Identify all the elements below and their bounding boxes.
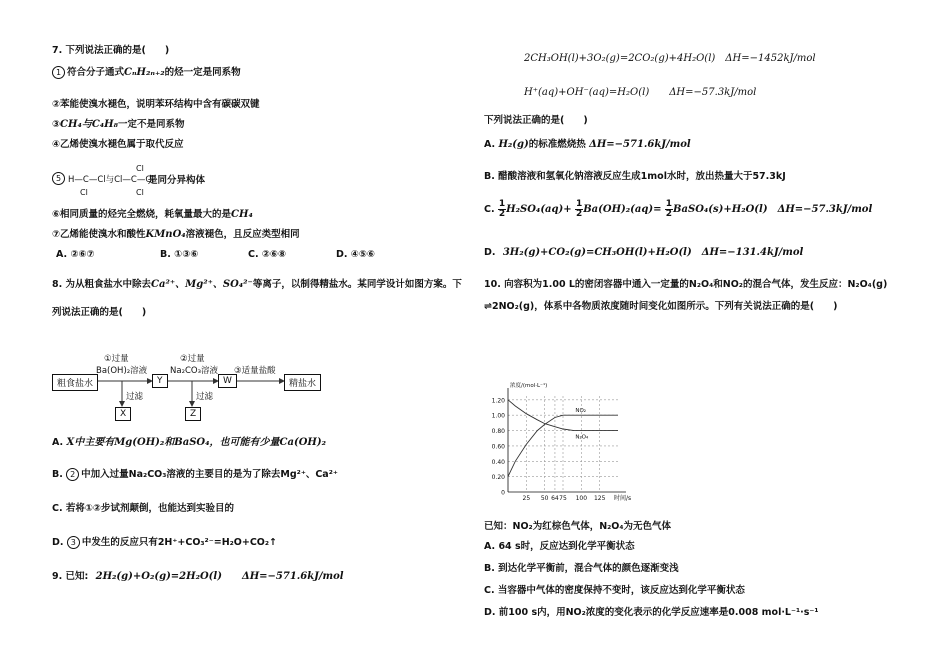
q7-statement-7: ⑦乙烯能使溴水和酸性KMnO₄溶液褪色，且反应类型相同 — [52, 229, 300, 240]
flow-filter-1: 过滤 — [126, 392, 144, 402]
q7-statement-6: ⑥相同质量的烃完全燃烧，耗氧量最大的是CH₄ — [52, 209, 253, 220]
flow-step2-b: Na₂CO₃溶液 — [170, 366, 219, 376]
q7-statement-2: ②苯能使溴水褪色，说明苯环结构中含有碳碳双键 — [52, 99, 260, 110]
flow-step2-a: ②过量 — [180, 354, 205, 364]
struct-bottom-cl-2: Cl — [136, 188, 144, 197]
circled-1-icon: 1 — [52, 66, 65, 79]
half-fraction: $\frac{1}{2}$ — [665, 199, 673, 219]
q7-option-c[interactable]: C. ②⑥⑧ — [248, 249, 287, 260]
chart-x-tick-label: 75 — [559, 495, 567, 502]
half-fraction: $\frac{1}{2}$ — [498, 199, 506, 219]
flow-step1-b: Ba(OH)₂溶液 — [96, 366, 148, 376]
chart-x-tick-label: 25 — [522, 495, 531, 502]
q10-known: 已知：NO₂为红棕色气体，N₂O₄为无色气体 — [484, 521, 672, 532]
concentration-chart-svg — [486, 380, 636, 510]
chart-x-tick-label: 50 — [540, 495, 549, 502]
q10-option-d[interactable]: D. 前100 s内，用NO₂浓度的变化表示的化学反应速率是0.008 mol·L⁻¹·s⁻¹ — [484, 607, 819, 618]
q7-statement-1: 1 符合分子通式CₙH₂ₙ₊₂的烃一定是同系物 — [52, 66, 241, 79]
q10-option-c[interactable]: C. 当容器中气体的密度保持不变时，该反应达到化学平衡状态 — [484, 585, 745, 596]
chart-y-tick-label: 0 — [501, 489, 505, 497]
struct-top-cl: Cl — [136, 164, 144, 173]
q10-option-b[interactable]: B. 到达化学平衡前，混合气体的颜色逐渐变浅 — [484, 563, 679, 574]
q7-statement-3: ③CH₄与C₄H₈一定不是同系物 — [52, 119, 185, 130]
half-fraction: $\frac{1}{2}$ — [575, 199, 583, 219]
chart-series-label-0: NO₂ — [575, 408, 586, 415]
q7-option-b[interactable]: B. ①③⑥ — [160, 249, 199, 260]
flow-step3: ③适量盐酸 — [234, 366, 276, 376]
q9-option-b[interactable]: B. 醋酸溶液和氢氧化钠溶液反应生成1mol水时，放出热量大于57.3kJ — [484, 171, 786, 182]
q9-eq3: H⁺(aq)+OH⁻(aq)=H₂O(l) ΔH=−57.3kJ/mol — [524, 87, 757, 98]
q7-stem: 7. 下列说法正确的是( ) — [52, 45, 170, 56]
flow-box-crude-brine: 粗食盐水 — [52, 374, 98, 391]
struct-bottom-cl-1: Cl — [80, 188, 88, 197]
q9-option-c[interactable]: C. $\frac{1}{2}$ H₂SO₄(aq)+ $\frac{1}{2}$ Ba(OH)₂(aq)= $\frac{1}{2}$ BaSO₄(s)+H₂O(l) ΔH=−57.3kJ/mol — [484, 199, 873, 219]
q7-option-a[interactable]: A. ②⑥⑦ — [56, 249, 95, 260]
struct-label: 是同分异构体 — [148, 175, 206, 186]
flow-box-z: Z — [185, 407, 201, 421]
chart-y-tick-label: 0.80 — [491, 428, 505, 436]
flow-filter-2: 过滤 — [196, 392, 214, 402]
q8-flow-diagram — [52, 350, 352, 425]
circled-5-icon: 5 — [52, 172, 65, 185]
chart-y-tick-label: 1.00 — [491, 412, 505, 420]
circled-3-icon: 3 — [67, 536, 80, 549]
chart-x-axis-label: 时间/s — [614, 495, 632, 502]
q8-option-a[interactable]: A. X中主要有Mg(OH)₂和BaSO₄，也可能有少量Ca(OH)₂ — [52, 437, 326, 448]
chart-x-tick-label: 125 — [593, 495, 606, 502]
q10-option-a[interactable]: A. 64 s时，反应达到化学平衡状态 — [484, 541, 635, 552]
chart-x-tick-label: 64 — [551, 495, 559, 502]
q8-option-b[interactable]: B. 2 中加入过量Na₂CO₃溶液的主要目的是为了除去Mg²⁺、Ca²⁺ — [52, 469, 338, 480]
chart-y-tick-label: 0.20 — [491, 474, 505, 482]
q7-statement-4: ④乙烯使溴水褪色属于取代反应 — [52, 139, 184, 150]
q8-option-c[interactable]: C. 若将①②步试剂颠倒，也能达到实验目的 — [52, 503, 234, 514]
q9-option-a[interactable]: A. H₂(g)的标准燃烧热 ΔH=−571.6kJ/mol — [484, 139, 691, 150]
q9-eq2: 2CH₃OH(l)+3O₂(g)=2CO₂(g)+4H₂O(l) ΔH=−1452kJ/mol — [524, 53, 816, 64]
q8-stem-line2: 列说法正确的是( ) — [52, 307, 147, 318]
q10-chart — [486, 380, 636, 510]
flow-box-x: X — [115, 407, 131, 421]
q10-stem-line2: ⇌2NO₂(g)，体系中各物质浓度随时间变化如图所示。下列有关说法正确的是( ) — [484, 301, 838, 312]
q7-option-d[interactable]: D. ④⑤⑥ — [336, 249, 375, 260]
chart-series-label-1: N₂O₄ — [575, 434, 589, 441]
chart-x-tick-label: 100 — [575, 495, 588, 502]
q8-stem-line1: 8. 为从粗食盐水中除去Ca²⁺、Mg²⁺、SO₄²⁻等离子，以制得精盐水。某同学设计如图方案。下 — [52, 279, 462, 290]
q9-stem: 9. 已知: 2H₂(g)+O₂(g)=2H₂O(l) ΔH=−571.6kJ/mol — [52, 571, 344, 582]
q9-stem-right: 下列说法正确的是( ) — [484, 115, 588, 126]
q8-option-d[interactable]: D. 3 中发生的反应只有2H⁺+CO₃²⁻=H₂O+CO₂↑ — [52, 537, 278, 548]
chart-y-tick-label: 1.20 — [491, 397, 505, 405]
flow-box-y: Y — [152, 374, 168, 388]
flow-step1-a: ①过量 — [104, 354, 129, 364]
flow-box-refined-brine: 精盐水 — [284, 374, 321, 391]
q7-statement-5 — [52, 158, 252, 198]
q10-stem-line1: 10. 向容积为1.00 L的密闭容器中通入一定量的N₂O₄和NO₂的混合气体，发生反应：N₂O₄(g) — [484, 279, 888, 290]
q9-option-d[interactable]: D. 3H₂(g)+CO₂(g)=CH₃OH(l)+H₂O(l) ΔH=−131.4kJ/mol — [484, 247, 804, 258]
chart-y-tick-label: 0.40 — [491, 458, 505, 466]
struct-formula: H—C—Cl与Cl—C—Cl — [68, 175, 154, 185]
flow-box-w: W — [218, 374, 237, 388]
q9-eq1: 2H₂(g)+O₂(g)=2H₂O(l) ΔH=−571.6kJ/mol — [95, 571, 344, 582]
circled-2-icon: 2 — [66, 468, 79, 481]
chart-y-tick-label: 0.60 — [491, 443, 505, 451]
chart-y-axis-label: 浓度/(mol·L⁻¹) — [510, 383, 548, 389]
